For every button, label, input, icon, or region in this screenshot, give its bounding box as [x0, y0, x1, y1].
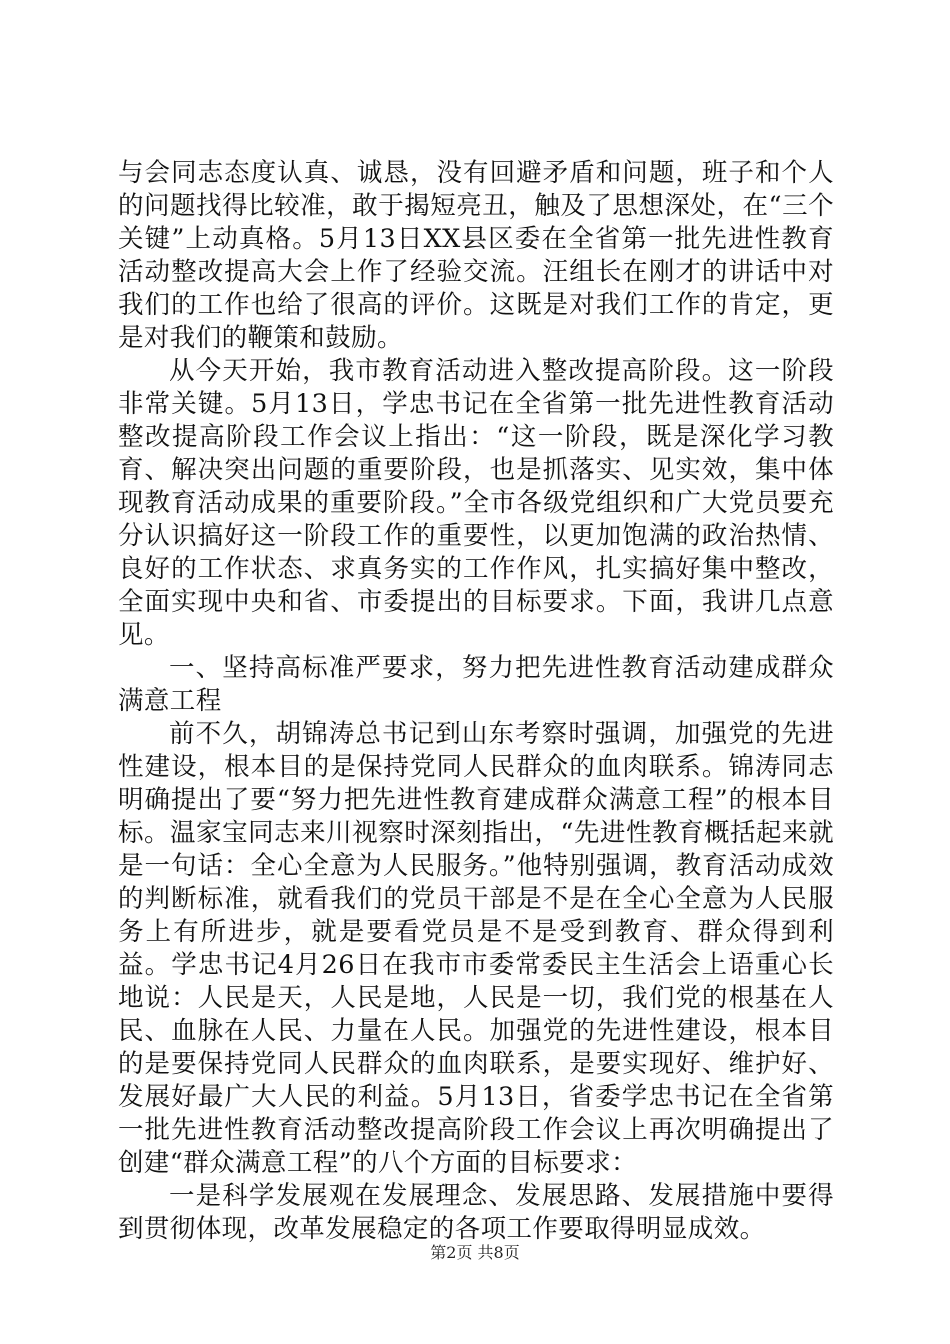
paragraph-goal-1: 一是科学发展观在发展理念、发展思路、发展措施中要得到贯彻体现，改革发展稳定的各项工作要取得明显成效。	[118, 1181, 834, 1244]
section-heading-1: 一、坚持高标准严要求，努力把先进性教育活动建成群众满意工程	[118, 653, 834, 716]
paragraph-phase-intro: 从今天开始，我市教育活动进入整改提高阶段。这一阶段非常关键。5月13日，学忠书记在全省第一批先进性教育活动整改提高阶段工作会议上指出：“这一阶段，既是深化学习教育、解决突出问题的重要阶段，也是抓落实、见实效，集中体现教育活动成果的重要阶段。”全市各级党组织和广大党员要充分认识搞好这一阶段工作的重要性，以更加饱满的政治热情、良好的工作状态、求真务实的工作作风，扎实搞好集中整改，全面实现中央和省、市委提出的目标要求。下面，我讲几点意见。	[118, 356, 834, 650]
document-body	[118, 157, 834, 1246]
paragraph-mass-satisfaction: 前不久，胡锦涛总书记到山东考察时强调，加强党的先进性建设，根本目的是保持党同人民群众的血肉联系。锦涛同志明确提出了要“努力把先进性教育建成群众满意工程”的根本目标。温家宝同志来川视察时深刻指出，“先进性教育概括起来就是一句话：全心全意为人民服务。”他特别强调，教育活动成效的判断标准，就看我们的党员干部是不是在全心全意为人民服务上有所进步，就是要看党员是不是受到教育、群众得到利益。学忠书记4月26日在我市市委常委民主生活会上语重心长地说：人民是天，人民是地，人民是一切，我们党的根基在人民、血脉在人民、力量在人民。加强党的先进性建设，根本目的是要保持党同人民群众的血肉联系，是要实现好、维护好、发展好最广大人民的利益。5月13日，省委学忠书记在全省第一批先进性教育活动整改提高阶段工作会议上再次明确提出了创建“群众满意工程”的八个方面的目标要求：	[118, 719, 834, 1178]
paragraph-continuation: 与会同志态度认真、诚恳，没有回避矛盾和问题，班子和个人的问题找得比较准，敢于揭短亮丑，触及了思想深处，在“三个关键”上动真格。5月13日XX县区委在全省第一批先进性教育活动整改提高大会上作了经验交流。汪组长在刚才的讲话中对我们的工作也给了很高的评价。这既是对我们工作的肯定，更是对我们的鞭策和鼓励。	[118, 158, 834, 353]
page-number-footer: 第2页 共8页	[430, 1243, 520, 1262]
